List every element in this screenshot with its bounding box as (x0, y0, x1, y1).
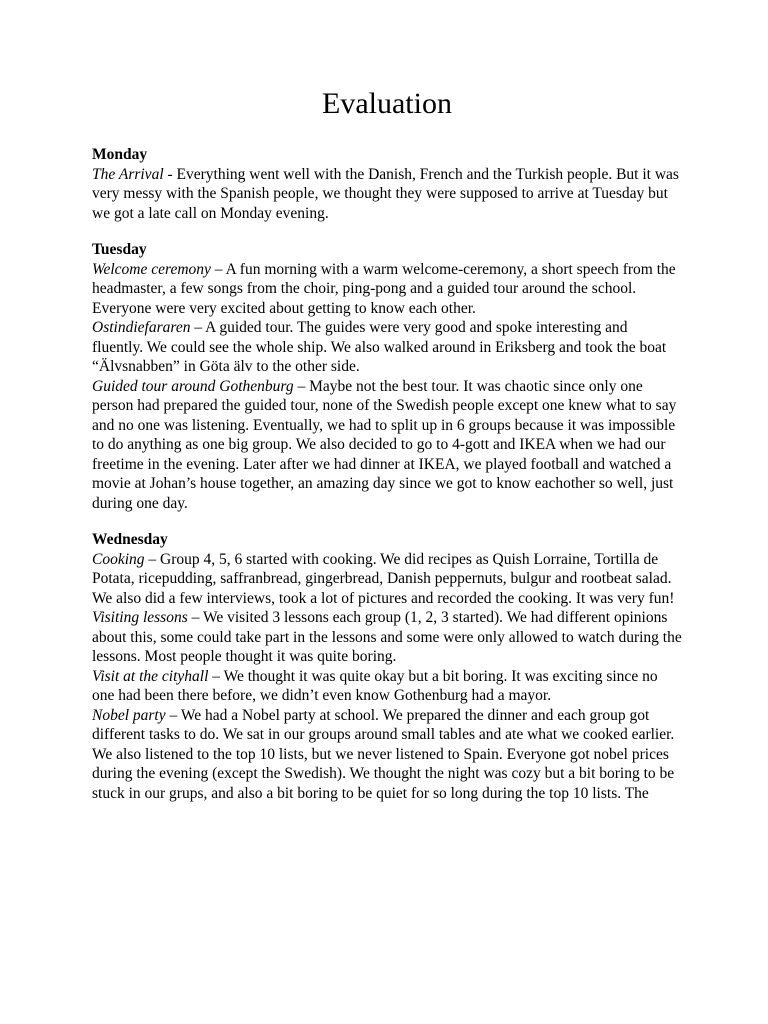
entry-paragraph (92, 318, 682, 377)
entry-title: Visiting lessons (92, 609, 188, 626)
document-page (92, 84, 682, 820)
entry-title: Cooking (92, 550, 145, 568)
entry-separator: – (210, 260, 226, 278)
day-heading: Monday (92, 146, 148, 163)
entry-title: Visit at the cityhall (92, 667, 209, 685)
document-title: Evaluation (322, 87, 452, 120)
entry-paragraph (92, 260, 682, 319)
entry-text: We thought it was quite okay but a bit boring. It was exciting since no one had been there before, we didn’t even know Gothenburg had a mayor. (92, 667, 658, 704)
entry-separator: – (190, 319, 206, 336)
entry-separator: – (293, 377, 310, 395)
entry-paragraph (92, 667, 682, 706)
day-section-tuesday (92, 240, 682, 513)
entry-paragraph (92, 377, 682, 514)
entry-text: Everything went well with the Danish, French and the Turkish people. But it was very messy with the Spanish people, we thought they were supposed to arrive at Tuesday but we got a late call on Monday evening. (92, 165, 679, 222)
entry-paragraph (92, 608, 682, 667)
entry-separator: – (144, 550, 161, 568)
entry-separator: - (163, 165, 177, 183)
entry-separator: – (187, 609, 203, 626)
entry-text: A guided tour. The guides were very good and spoke interesting and fluently. We could see the whole ship. We also walked around in Eriksberg and took the boat “Älvsnabben” in Göta älv to the other side. (92, 319, 667, 375)
entry-text: Maybe not the best tour. It was chaotic since only one person had prepared the guided tour, none of the Swedish people except one knew what to say and no one was listening. Eventually, we had to split up in 6 groups because it was impossible to do anything as one big group. We also decided to go to 4-gott and IKEA when we had our freetime in the evening. Later after we had dinner at IKEA, we played football and watched a movie at Johan’s house together, an amazing day since we got to know eachother so well, just during one day. (92, 377, 677, 512)
day-heading: Wednesday (92, 531, 168, 548)
entry-text: We visited 3 lessons each group (1, 2, 3 started). We had different opinions about this, some could take part in the lessons and some were only allowed to watch during the lessons. Most people thought it was quite boring. (92, 609, 682, 665)
entry-title: Nobel party (92, 706, 166, 724)
entry-text: A fun morning with a warm welcome-ceremony, a short speech from the headmaster, a few songs from the choir, ping-pong and a guided tour around the school. Everyone were very excited about getting to know each other. (92, 260, 676, 317)
entry-paragraph (92, 550, 682, 609)
entry-text: Group 4, 5, 6 started with cooking. We did recipes as Quish Lorraine, Tortilla de Potata, ricepudding, saffranbread, gingerbread, Danish peppernuts, bulgur and rootbeat salad. We also did a few interviews, took a lot of pictures and recorded the cooking. It was very fun! (92, 550, 675, 607)
day-heading: Tuesday (92, 241, 147, 258)
entry-title: Welcome ceremony (92, 260, 211, 278)
entry-paragraph (92, 165, 682, 224)
entry-title: The Arrival (92, 165, 164, 183)
entry-separator: – (165, 706, 181, 724)
entry-separator: – (208, 667, 224, 685)
entry-title: Ostindiefararen (92, 319, 191, 336)
day-section-monday (92, 145, 682, 223)
entry-title: Guided tour around Gothenburg (92, 377, 294, 395)
day-section-wednesday (92, 530, 682, 803)
entry-paragraph (92, 706, 682, 804)
entry-text: We had a Nobel party at school. We prepared the dinner and each group got different tasks to do. We sat in our groups around small tables and ate what we cooked earlier. We also listened to the top 10 lists, but we never listened to Spain. Everyone got nobel prices during the evening (except the Swedish). We thought the night was cozy but a bit boring to be stuck in our grups, and also a bit boring to be quiet for so long during the top 10 lists. The (92, 706, 675, 802)
